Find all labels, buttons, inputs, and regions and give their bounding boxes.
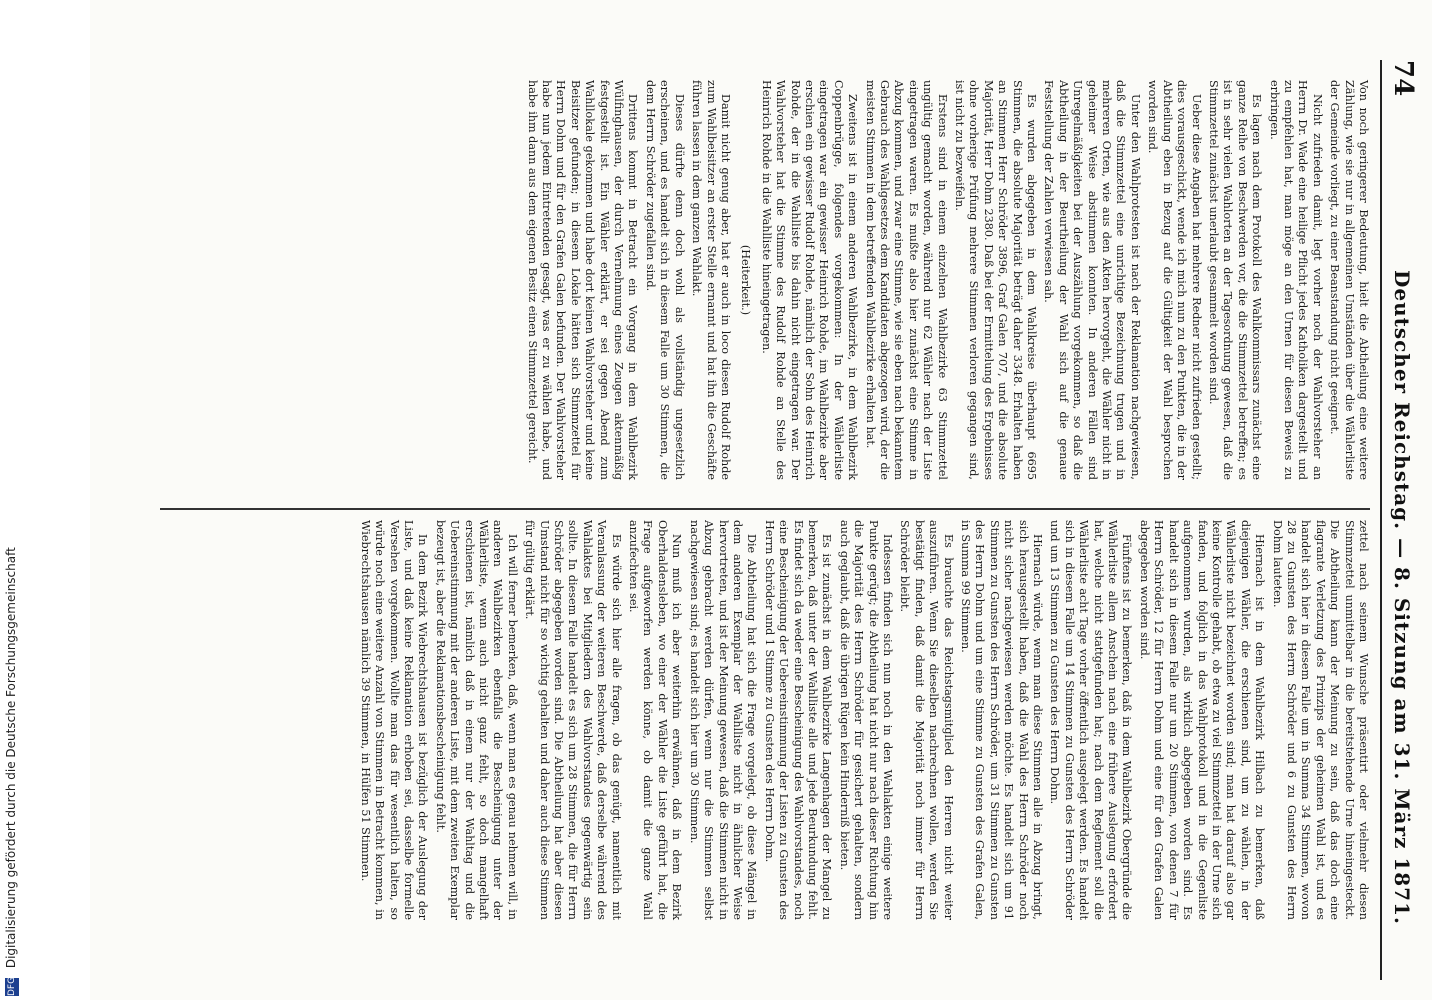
left-column-paragraph: Erstens sind in einem einzelnen Wahlbezirke 63 Stimmzettel ungültig gemacht worden, während nur 62 Wähler nach der Liste eingetragen waren. Es mußte also hier zunächst eine Stimme in Abzug kommen, und zwar eine Stimme, wie sie eben nach bekanntem Gebrauch des Wahlgesetzes dem Kandidaten abgezogen wird, der die meisten Stimmen in dem betreffenden Wahlbezirke erhalten hat. — [863, 80, 949, 480]
right-column-paragraph: Hiernach würde, wenn man diese Stimmen alle in Abzug bringt, sich herausgestellt haben, daß die Wahl des Herrn Schröder noch nicht sicher nachgewiesen werden möchte. Es handelt sich um 91 Stimmen zu Gunsten des Herrn Schröder, um 31 Stimmen zu Gunsten des Herrn Dohm und um eine Stimme zu Gunsten des Grafen Galen, in Summa 99 Stimmen. — [959, 520, 1045, 920]
digitization-credit — [4, 0, 28, 996]
page-number: 74 — [1388, 60, 1418, 97]
left-column-paragraph: Es wurden abgegeben in dem Wahlkreise überhaupt 6695 Stimmen, die absolute Majorität beträgt daher 3348. Erhalten haben an Stimmen Herr Schröder 3896, Graf Galen 707, und die absolute Majorität, Herr Dohm 2380. Daß bei der Ermittelung des Ergebnisses ohne vorherige Prüfung mehrere Stimmen verloren gegangen sind, ist nicht zu bezweifeln. — [953, 80, 1039, 480]
left-column-paragraph: Es lagen nach dem Protokoll des Wahlkommissars zunächst eine ganze Reihe von Beschwerden vor, die die Stimmzettel betreffen; es ist in sehr vielen Wahlorten an der Tagesordnung gewesen, daß die Stimmzettel zunächst unerlaubt gesammelt worden sind. — [1206, 80, 1264, 480]
left-column-paragraph: Von noch geringerer Bedeutung, hielt die Abtheilung eine weitere Zählung, wie sie nur in allgemeinen Umständen über die Wählerliste der Gemeinde vorliegt, zu einer Beanstandung nicht geeignet. — [1328, 80, 1370, 480]
right-column-paragraph: Ich will ferner bemerken, daß, wenn man es genau nehmen will, in anderen Wahlbezirken ebenfalls die Bescheinigung unter der Wählerliste, wenn auch nicht ganz fehlt, so doch mangelhaft erschienen ist, nämlich daß in einem nur der Wahltag und die Uebereinstimmung mit der anderen Liste, mit dem zweiten Exemplar bezeugt ist, aber die Reklamationsbescheinigung fehlt. — [433, 520, 519, 920]
right-column-paragraph: Es ist zunächst in dem Wahlbezirke Langenhagen der Mangel zu bemerken, daß unter der Wahlliste alle und jede Beurkundung fehlt. Es findet sich da weder eine Bescheinigung des Wahlvorstandes, noch eine Bescheinigung der Uebereinstimmung der Listen zu Gunsten des Herrn Schröder und 1 Stimme zu Gunsten des Herrn Dohm. — [762, 520, 834, 920]
right-column-paragraph: Die Abtheilung hat sich die Frage vorgelegt, ob diese Mängel in dem anderen Exemplar der Wahlliste nicht in ähnlicher Weise hervortreten, und ist der Meinung gewesen, daß die Stimmen nicht in Abzug gebracht werden dürfen, wenn nur die Stimmen selbst nachgewiesen sind; es handelt sich hier um 30 Stimmen. — [687, 520, 759, 920]
right-column-paragraph: Nun muß ich aber weiterhin erwähnen, daß in dem Bezirk Oberhaldensleben, wo einer der Wähler die Liste geführt hat, die Frage aufgeworfen werden könne, ob damit die ganze Wahl anzufechten sei. — [627, 520, 684, 920]
right-column-paragraph: Fünftens ist zu bemerken, daß in dem Wahlbezirk Obergründe die Wählerliste allem Anschein nach eine frühere Auslegung erfordert hat, welche nicht stattgefunden hat; nach dem Reglement soll die Wählerliste acht Tage vorher öffentlich ausgelegt werden. Es handelt sich in diesem Falle um 14 Stimmen zu Gunsten des Herrn Schröder und um 13 Stimmen zu Gunsten des Herrn Dohm. — [1048, 520, 1134, 920]
left-column-paragraph: Unter den Wahlprotesten ist nach der Reklamation nachgewiesen, daß die Stimmzettel eine unrichtige Bezeichnung trugen und in mehreren Orten, wie aus den Akten hervorgeht, die Wähler nicht in geheimer Weise abstimmen konnten. In anderen Fällen sind Unregelmäßigkeiten bei der Auszählung vorgekommen, so daß die Abtheilung in der Beurtheilung der Wahl sich auf die genaue Feststellung der Zahlen verwiesen sah. — [1042, 80, 1142, 480]
left-column-paragraph: Damit nicht genug aber, hat er auch in loco diesen Rudolf Rohde zum Wahlbeisitzer an erster Stelle ernannt und hat ihn die Geschäfte führen lassen in dem ganzen Wahlakt. — [690, 80, 732, 480]
left-column-paragraph: Ueber diese Angaben hat mehrere Redner nicht zufrieden gestellt; dies vorausgeschickt, wende ich mich nun zu den Punkten, die in der Abtheilung eben in Bezug auf die Gültigkeit der Wahl besprochen worden sind. — [1146, 80, 1203, 480]
running-head: Deutscher Reichstag. — 8. Sitzung am 31. März 1871. — [1390, 270, 1414, 925]
left-column-paragraph: Drittens kommt in Betracht ein Vorgang in dem Wahlbezirk Wülfinghausen, der durch Vernehmung eines Zeugen aktenmäßig festgestellt ist. Ein Wähler erklärt, er sei gegen Abend zum Wahllokale gekommen und habe dort keinen Wahlvorsteher und keine Beisitzer gefunden; in diesem Lokale hätten sich Stimmzettel für Herrn Dohm und für den Grafen Galen befunden. Der Wahlvorsteher habe nun jedem Eintretenden gesagt, was er zu wählen habe, und habe ihm dann aus dem eigenen Besitz einen Stimmzettel gereicht. — [525, 80, 640, 480]
credit-text: Digitalisierung gefördert durch die Deutsche Forschungsgemeinschaft — [4, 547, 18, 969]
document-page — [90, 0, 1432, 1000]
left-column-paragraph: Nicht zufrieden damit, legt vorher noch der Wahlvorsteher an Herrn Dr. Wade eine heilige Pflicht jedes Katholiken dargestellt und zu empfehlen hat, man möge an den Urnen für diesen Beweis zu erbringen. — [1267, 80, 1324, 480]
right-column — [354, 520, 1370, 920]
left-column-paragraph: Zweitens ist in einem anderen Wahlbezirke, in dem Wahlbezirk Coppenbrügge, folgendes vorgekommen: In der Wählerliste eingetragen war ein gewisser Heinrich Rohde, im Wahlbezirke aber erschien ein gewisser Rudolf Rohde, nämlich der Sohn des Heinrich Rohde, der in die Wahlliste bis dahin nicht eingetragen war. Der Wahlvorsteher hat die Stimme des Rudolf Rohde an Stelle des Heinrich Rohde in die Wahlliste hineingetragen. — [759, 80, 860, 480]
right-column-paragraph: In dem Bezirk Wiebrechtshausen ist bezüglich der Auslegung der Liste, und daß keine Reklamation erhoben sei, dasselbe formelle Versehen vorgekommen. Wollte man das für wesentlich halten, so würde noch eine weitere Anzahl von Stimmen in Betracht kommen, in Wiebrechtshausen nämlich 39 Stimmen, in Hülfen 51 Stimmen. — [358, 520, 430, 920]
dfg-logo-icon: DFG — [6, 976, 17, 996]
left-column — [521, 80, 1370, 480]
page-header — [1378, 0, 1418, 1000]
header-rule — [1380, 60, 1382, 980]
right-column-paragraph: Hiernach ist in dem Wahlbezirk Hilbach zu bemerken, daß diejenigen Wähler, die erschienen sind, um zu wählen, in der Wählerliste nicht bezeichnet worden sind; man hat darauf also gar keine Kontrolle gehabt, ob etwa zu viel Stimmzettel in der Urne sich fanden, und folglich in das Wahlprotokoll und in die Gegenliste aufgenommen wurden, als wirklich abgegeben worden sind. Es handelt sich in diesem Falle nur um 20 Stimmen, von denen 7 für Herrn Schröder, 12 für Herrn Dohm und eine für den Grafen Galen abgegeben worden sind. — [1137, 520, 1267, 920]
left-column-paragraph: Dieses dürfte denn doch wohl als vollständig ungesetzlich erscheinen, und es handelt sich in diesem Falle um 30 Stimmen, die dem Herrn Schröder zugefallen sind. — [643, 80, 686, 480]
right-column-paragraph: Es würde sich hier alle fragen, ob das genügt, namentlich mit Veranlassung der weiteren Beschwerde, daß derselbe während des Wahlaktes bei Mitgliedern des Wahlvorstandes gegenwärtig sein sollte. In diesem Falle handelt es sich um 28 Stimmen, die für Herrn Schröder abgegeben worden sind. Die Abtheilung hat aber diesen Umstand nicht für so wichtig gehalten und daher auch diese Stimmen für gültig erklärt. — [523, 520, 623, 920]
left-column-paragraph: (Heiterkeit.) — [739, 244, 753, 316]
right-column-paragraph: Es brauchte das Reichstagsmitglied den Herren nicht weiter auszuführen. Wenn Sie dieselben nachrechnen wollen, werden Sie bestätigt finden, daß damit die Majorität noch immer für Herrn Schröder bleibt. — [898, 520, 955, 920]
right-column-paragraph: Indessen finden sich nun noch in den Wahlakten einige weitere Punkte gerügt; die Abtheilung hat nicht nur nach dieser Richtung hin die Majorität des Herrn Schröder für gesichert gehalten, sondern auch geglaubt, daß die übrigen Rügen kein Hinderniß bieten. — [837, 520, 894, 920]
column-divider — [160, 508, 1370, 510]
right-column-paragraph: zettel nach seinem Wunsche präsentirt oder vielmehr diesen Stimmzettel unmittelbar in die bereitstehende Urne hineingesteckt. Die Abtheilung kann der Meinung zu sein, daß das doch eine flagrante Verletzung des Prinzips der geheimen Wahl ist, und es handelt sich hier in diesem Falle um in Summa 34 Stimmen, wovon 28 zu Gunsten des Herrn Schröder und 6 zu Gunsten des Herrn Dohm lauteten. — [1270, 520, 1370, 920]
